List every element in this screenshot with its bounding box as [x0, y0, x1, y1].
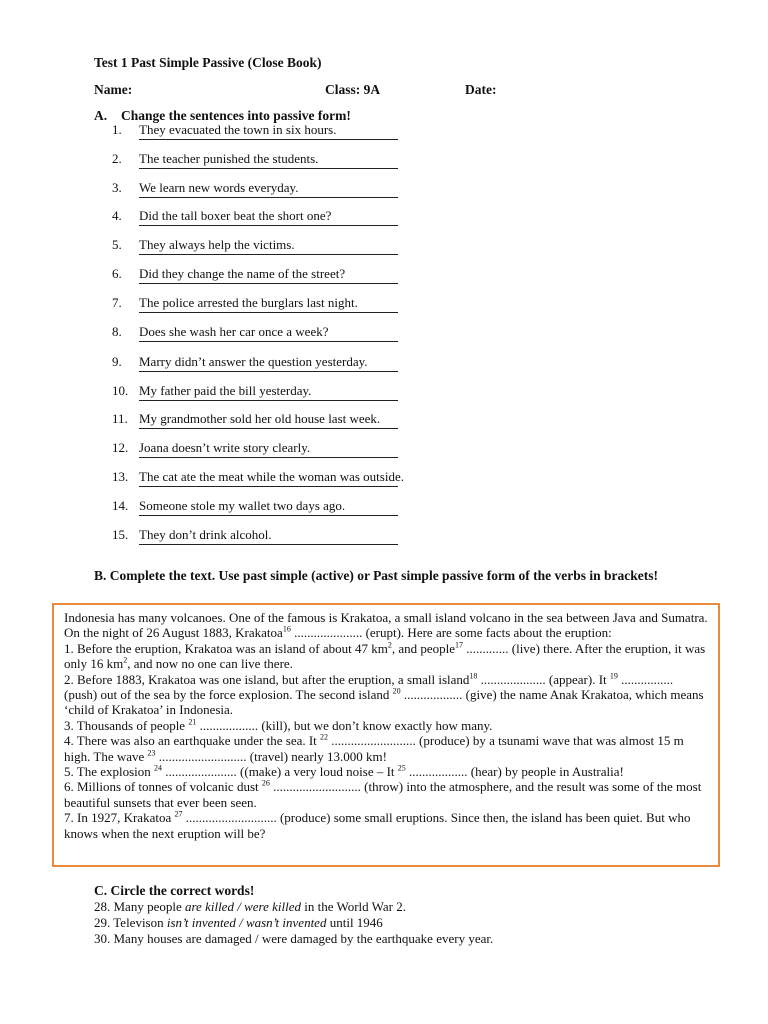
- paragraph-6: 6. Millions of tonnes of volcanic dust $^{26}$ ........................... (throw) into the atmosphere, and the result was some of the most beautiful sunsets that ever been seen.: [64, 779, 702, 810]
- question-item: [112, 122, 336, 138]
- section-a-letter: A.: [94, 108, 108, 123]
- question-item: [112, 440, 310, 456]
- answer-line[interactable]: [139, 139, 398, 140]
- question-number: 15.: [112, 527, 129, 542]
- question-number: 13.: [112, 469, 129, 484]
- question-number: 3.: [112, 180, 122, 195]
- question-item: [112, 498, 345, 514]
- question-text: Does she wash her car once a week?: [139, 324, 329, 339]
- question-text: Did they change the name of the street?: [139, 266, 346, 281]
- question-number: 4.: [112, 208, 122, 223]
- question-text: Did the tall boxer beat the short one?: [139, 208, 332, 223]
- blank-number: 23: [147, 748, 156, 758]
- question-text: They always help the victims.: [139, 237, 295, 252]
- answer-line[interactable]: [139, 225, 398, 226]
- question-item: [112, 527, 272, 543]
- question-number: 10.: [112, 383, 129, 398]
- answer-line[interactable]: [139, 371, 398, 372]
- question-number: 5.: [112, 237, 122, 252]
- answer-line[interactable]: [139, 341, 398, 342]
- blank-number: 20: [392, 686, 401, 696]
- answer-line[interactable]: [139, 254, 398, 255]
- question-item: [112, 266, 345, 282]
- question-item: [112, 411, 380, 427]
- blank-number: 19: [609, 671, 618, 681]
- blank-number: 17: [455, 640, 463, 650]
- question-text: My father paid the bill yesterday.: [139, 383, 312, 398]
- question-item: [112, 151, 318, 167]
- question-number: 14.: [112, 498, 129, 513]
- question-29: 29. Televison isn’t invented / wasn’t invented until 1946: [94, 915, 383, 930]
- question-number: 1.: [112, 122, 122, 137]
- question-item: [112, 237, 295, 253]
- question-number: 12.: [112, 440, 129, 455]
- answer-line[interactable]: [139, 486, 398, 487]
- class-label: Class: 9A: [325, 82, 381, 97]
- question-text: Marry didn’t answer the question yesterday.: [139, 354, 368, 369]
- question-text: They don’t drink alcohol.: [139, 527, 272, 542]
- paragraph-5: 5. The explosion $^{24}$ ...................... ((make) a very loud noise – It $^{25}$ .................. (hear) by people in Australia!: [64, 763, 624, 780]
- question-item: [112, 180, 298, 196]
- question-30[interactable]: 30. Many houses are damaged / were damaged by the earthquake every year.: [94, 931, 494, 946]
- answer-line[interactable]: [139, 312, 398, 313]
- question-text: The police arrested the burglars last night.: [139, 295, 358, 310]
- answer-line[interactable]: [139, 515, 398, 516]
- paragraph-4: 4. There was also an earthquake under the sea. It $^{22}$ .......................... (produce) by a tsunami wave that was almost 15 m high. The wave $^{23}$ ........................... (travel) nearly 13.000 km!: [64, 732, 684, 764]
- question-item: [112, 469, 404, 485]
- question-28: 28. Many people are killed / were killed in the World War 2.: [94, 899, 407, 914]
- question-text: The cat ate the meat while the woman was outside.: [139, 469, 404, 484]
- choice-options[interactable]: are killed / were killed: [184, 899, 301, 914]
- question-item: [112, 295, 358, 311]
- page-title: Test 1 Past Simple Passive (Close Book): [94, 55, 322, 70]
- answer-line[interactable]: [139, 168, 398, 169]
- blank-number: 18: [469, 671, 478, 681]
- answer-line[interactable]: [139, 428, 398, 429]
- question-number: 9.: [112, 354, 122, 369]
- blank-number: 26: [261, 779, 270, 789]
- question-number: 6.: [112, 266, 122, 281]
- question-text: My grandmother sold her old house last week.: [139, 411, 381, 426]
- question-text: Joana doesn’t write story clearly.: [139, 440, 311, 455]
- blank-number: 22: [320, 732, 329, 742]
- paragraph-intro: Indonesia has many volcanoes. One of the famous is Krakatoa, a small island volcano in the sea between Java and Sumatra. On the night of 26 August 1883, Krakatoa$^{16}$ ..................... (erupt). Here are some facts about the eruption:: [64, 610, 708, 641]
- question-number: 2.: [112, 151, 122, 166]
- blank-number: 16: [282, 625, 291, 635]
- question-text: We learn new words everyday.: [139, 180, 299, 195]
- section-b-heading: B. Complete the text. Use past simple (active) or Past simple passive form of the verbs in brackets!: [94, 568, 659, 583]
- question-item: [112, 324, 329, 340]
- blank-number: 24: [154, 763, 163, 773]
- section-c-heading: C. Circle the correct words!: [94, 883, 255, 898]
- section-a-instruction: Change the sentences into passive form!: [121, 108, 351, 123]
- blank-number: 21: [188, 717, 197, 727]
- question-item: [112, 383, 311, 399]
- question-item: [112, 208, 331, 224]
- answer-line[interactable]: [139, 544, 398, 545]
- choice-options[interactable]: isn’t invented / wasn’t invented: [166, 915, 327, 930]
- question-number: 7.: [112, 295, 122, 310]
- paragraph-7: 7. In 1927, Krakatoa $^{27}$ ............................ (produce) some small eruptions. Since then, the island has been quiet. But who knows when the next eruption will be?: [64, 809, 691, 841]
- krakatoa-text-box: [52, 603, 720, 867]
- question-item: [112, 354, 368, 370]
- paragraph-1: 1. Before the eruption, Krakatoa was an island of about 47 $km^2$, and people$^{17}$ ............. (live) there. After the eruption, it was only 16 $km^2$, and now no one can live there.: [64, 640, 706, 672]
- question-text: Someone stole my wallet two days ago.: [139, 498, 346, 513]
- answer-line[interactable]: [139, 197, 398, 198]
- name-label: Name:: [94, 82, 133, 97]
- question-number: 11.: [112, 411, 128, 426]
- question-number: 8.: [112, 324, 122, 339]
- question-text: The teacher punished the students.: [139, 151, 319, 166]
- date-label: Date:: [465, 82, 497, 97]
- blank-number: 27: [174, 809, 183, 819]
- answer-line[interactable]: [139, 457, 398, 458]
- paragraph-2: 2. Before 1883, Krakatoa was one island, but after the eruption, a small island$^{18}$ .................... (appear). It $^{19}$ ................ (push) out of the sea by the force explosion. The second island $^{20}$ .................. (give) the name Anak Krakatoa, which means ‘child of Krakatoa’ in Indonesia.: [64, 671, 704, 718]
- blank-number: 25: [397, 763, 406, 773]
- answer-line[interactable]: [139, 400, 398, 401]
- question-text: They evacuated the town in six hours.: [139, 122, 337, 137]
- paragraph-3: 3. Thousands of people $^{21}$ .................. (kill), but we don’t know exactly how many.: [64, 717, 493, 733]
- answer-line[interactable]: [139, 283, 398, 284]
